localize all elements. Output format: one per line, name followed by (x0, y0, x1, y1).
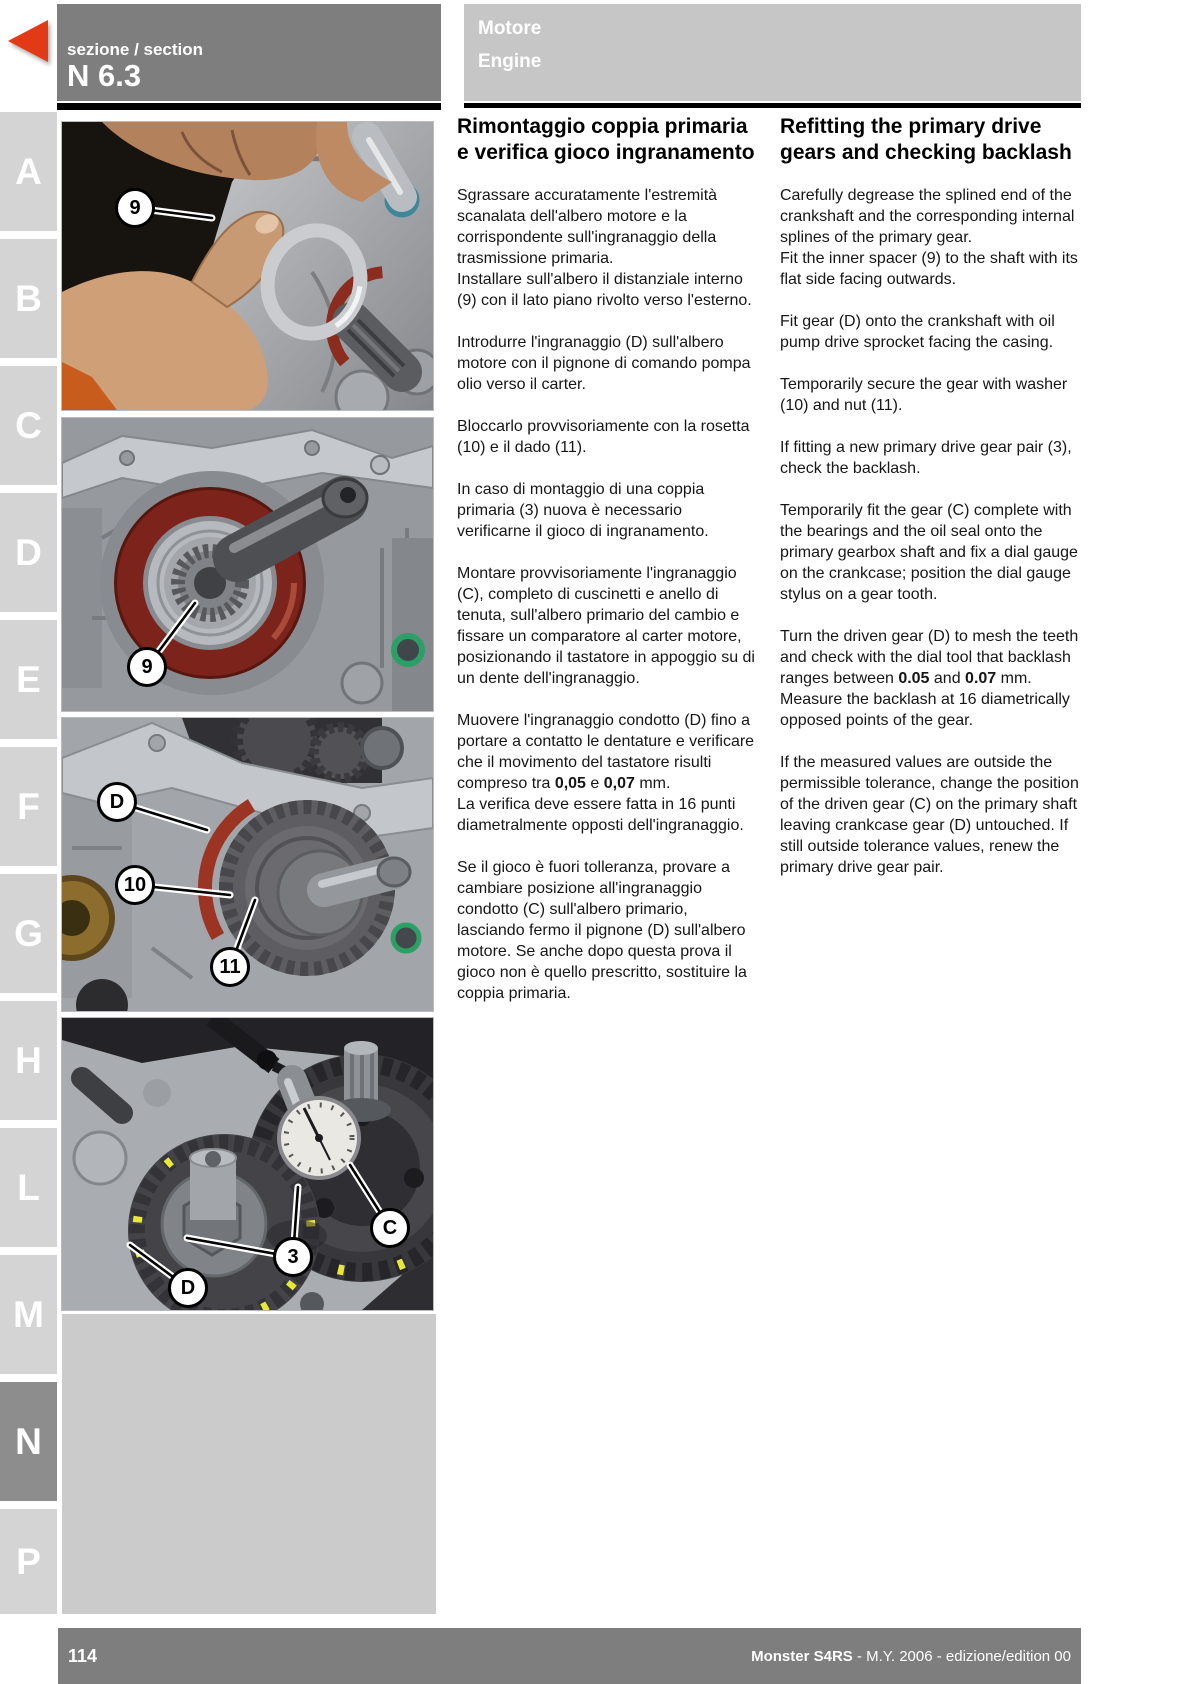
paragraph: If the measured values are outside the permissible tolerance, change the position of the driven gear (C) on the primary shaft leaving crankcase gear (D) untouched. If still outside tolerance values, renew the primary drive gear pair. (780, 754, 1079, 876)
paragraph: In caso di montaggio di una coppia primaria (3) nuova è necessario verificarne il gioco di ingranamento. (457, 481, 709, 540)
paragraph: Turn the driven gear (D) to mesh the teeth and check with the dial tool that backlash ranges between 0.05 and 0.07 mm. Measure the backlash at 16 diametrically opposed points of the gear. (780, 628, 1079, 729)
english-paragraphs (780, 185, 1082, 878)
callout-d: D (97, 782, 137, 822)
figure-gear-washer-nut-photo (62, 718, 433, 1011)
callout-3: 3 (273, 1237, 313, 1277)
callout-9: 9 (127, 647, 167, 687)
sidebar-tab-f[interactable]: F (0, 747, 57, 866)
paragraph: Bloccarlo provvisoriamente con la rosetta (10) e il dado (11). (457, 418, 750, 456)
edition-info (751, 1648, 1071, 1665)
page-number: 114 (68, 1645, 98, 1666)
paragraph: Temporarily secure the gear with washer (10) and nut (11). (780, 376, 1068, 414)
chapter-title-english: Engine (478, 50, 542, 72)
header-rule-left (57, 103, 441, 110)
paragraph: If fitting a new primary drive gear pair (3), check the backlash. (780, 439, 1072, 477)
callout-11: 11 (210, 947, 250, 987)
sidebar-tab-l[interactable]: L (0, 1128, 57, 1247)
sidebar-tab-e[interactable]: E (0, 620, 57, 739)
callout-d: D (168, 1268, 208, 1308)
italian-text-column (457, 114, 759, 1025)
sidebar-tab-a[interactable]: A (0, 112, 57, 231)
sidebar-tab-c[interactable]: C (0, 366, 57, 485)
photo-art (62, 122, 433, 410)
sidebar-tab-g[interactable]: G (0, 874, 57, 993)
chapter-title-box (464, 4, 1081, 101)
callout-c: C (370, 1208, 410, 1248)
green-oring (394, 636, 422, 664)
sidebar-tab-p[interactable]: P (0, 1509, 57, 1614)
paragraph: Sgrassare accuratamente l'estremità scanalata dell'albero motore e la corrispondente sull'ingranaggio della trasmissione primaria. Installare sull'albero il distanziale interno (9) con il lato piano rivolto verso l'esterno. (457, 187, 752, 309)
back-arrow-icon[interactable] (8, 20, 48, 62)
callout-10: 10 (115, 865, 155, 905)
edition-suffix: - M.Y. 2006 - edizione/edition 00 (852, 1647, 1071, 1665)
model-name: Monster S4RS (751, 1647, 853, 1665)
paragraph: Fit gear (D) onto the crankshaft with oil pump drive sprocket facing the casing. (780, 313, 1055, 351)
figure-inner-spacer-photo (62, 122, 433, 410)
sidebar-tab-m[interactable]: M (0, 1255, 57, 1374)
header-rule-right (464, 103, 1081, 108)
green-oring (393, 925, 419, 951)
paragraph: Temporarily fit the gear (C) complete with the bearings and the oil seal onto the primary gearbox shaft and fix a dial gauge on the crankcase; position the dial gauge stylus on a gear tooth. (780, 502, 1078, 603)
empty-image-placeholder (62, 1314, 436, 1614)
italian-paragraphs (457, 185, 759, 1004)
paragraph: Muovere l'ingranaggio condotto (D) fino a portare a contatto le dentature e verificare che il movimento del tastatore risulti compreso tra 0,05 e 0,07 mm. La verifica deve essere fatta in 16 punti diametralmente opposti dell'ingranaggio. (457, 712, 755, 834)
figure-crankshaft-splines-photo (62, 418, 433, 711)
sidebar-tab-d[interactable]: D (0, 493, 57, 612)
figure-backlash-check-photo (62, 1018, 433, 1310)
sidebar-tab-n[interactable]: N (0, 1382, 57, 1501)
sidebar-tab-h[interactable]: H (0, 1001, 57, 1120)
section-header-box (57, 4, 441, 101)
paragraph: Montare provvisoriamente l'ingranaggio (C), completo di cuscinetti e anello di tenuta, sull'albero primario del cambio e fissare un comparatore al carter motore, posizionando il tastatore in appoggio su di un dente dell'ingranaggio. (457, 565, 755, 687)
english-heading: Refitting the primary drive gears and checking backlash (780, 115, 1072, 164)
callout-9: 9 (115, 188, 155, 228)
chapter-title-italian: Motore (478, 18, 542, 39)
italian-heading: Rimontaggio coppia primaria e verifica gioco ingranamento (457, 115, 755, 164)
section-label: sezione / section (67, 40, 204, 60)
english-text-column (780, 114, 1082, 899)
paragraph: Introdurre l'ingranaggio (D) sull'albero motore con il pignone di comando pompa olio verso il carter. (457, 334, 751, 393)
sidebar-tab-b[interactable]: B (0, 239, 57, 358)
paragraph: Se il gioco è fuori tolleranza, provare a cambiare posizione all'ingranaggio condotto (C) sull'albero primario, lasciando fermo il pignone (D) sull'albero motore. Se anche dopo questa prova il gioco non è quello prescritto, sostituire la coppia primaria. (457, 859, 747, 1002)
paragraph: Carefully degrease the splined end of the crankshaft and the corresponding internal splines of the primary gear. Fit the inner spacer (9) to the shaft with its flat side facing outwards. (780, 187, 1078, 288)
page-footer (58, 1628, 1081, 1684)
photo-art (62, 418, 433, 711)
section-code: N 6.3 (67, 58, 142, 94)
photo-art (62, 1018, 433, 1310)
